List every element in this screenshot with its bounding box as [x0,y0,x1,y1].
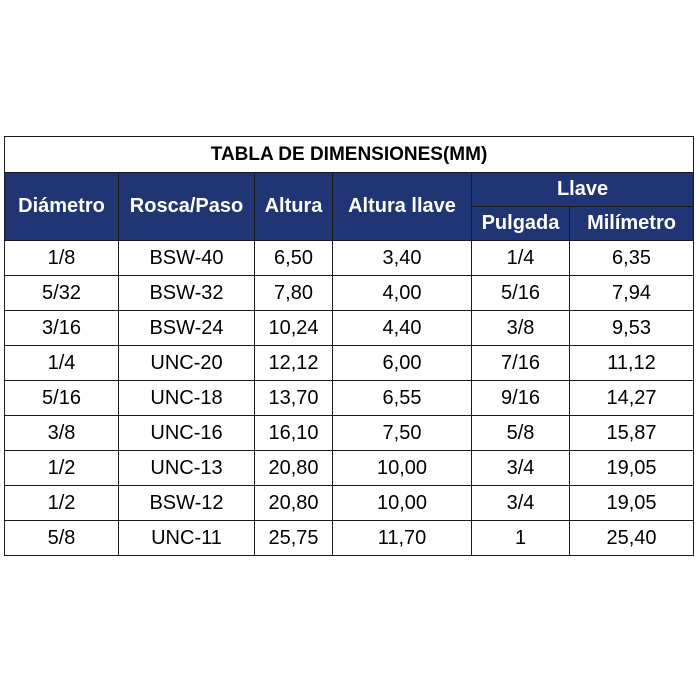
cell-diametro: 5/16 [5,381,119,416]
table-row [5,276,694,311]
cell-diametro: 5/8 [5,521,119,556]
cell-altura: 10,24 [255,311,333,346]
cell-rosca-paso: UNC-13 [119,451,255,486]
cell-altura-llave: 4,00 [333,276,472,311]
cell-pulgada: 1 [472,521,570,556]
cell-rosca-paso: BSW-32 [119,276,255,311]
cell-rosca-paso: UNC-18 [119,381,255,416]
cell-altura: 20,80 [255,486,333,521]
cell-milimetro: 9,53 [570,311,694,346]
cell-rosca-paso: BSW-40 [119,241,255,276]
cell-altura-llave: 6,55 [333,381,472,416]
cell-altura-llave: 4,40 [333,311,472,346]
cell-altura: 7,80 [255,276,333,311]
cell-milimetro: 14,27 [570,381,694,416]
cell-altura-llave: 3,40 [333,241,472,276]
header-pulgada: Pulgada [472,207,570,241]
header-milimetro: Milímetro [570,207,694,241]
table-row [5,416,694,451]
cell-diametro: 3/16 [5,311,119,346]
table-row [5,486,694,521]
cell-pulgada: 9/16 [472,381,570,416]
cell-rosca-paso: UNC-16 [119,416,255,451]
dimensions-table [4,136,694,556]
cell-altura: 16,10 [255,416,333,451]
cell-diametro: 3/8 [5,416,119,451]
table-row [5,346,694,381]
cell-milimetro: 19,05 [570,451,694,486]
cell-milimetro: 25,40 [570,521,694,556]
table-row [5,311,694,346]
header-altura-llave: Altura llave [333,173,472,241]
cell-rosca-paso: UNC-20 [119,346,255,381]
cell-milimetro: 11,12 [570,346,694,381]
cell-diametro: 1/4 [5,346,119,381]
title-row [5,137,694,173]
cell-altura-llave: 10,00 [333,451,472,486]
cell-altura: 20,80 [255,451,333,486]
header-diametro: Diámetro [5,173,119,241]
cell-pulgada: 3/4 [472,486,570,521]
cell-altura-llave: 7,50 [333,416,472,451]
header-rosca-paso: Rosca/Paso [119,173,255,241]
header-altura: Altura [255,173,333,241]
cell-pulgada: 7/16 [472,346,570,381]
cell-rosca-paso: UNC-11 [119,521,255,556]
table-row [5,451,694,486]
cell-milimetro: 6,35 [570,241,694,276]
header-llave: Llave [472,173,694,207]
cell-milimetro: 19,05 [570,486,694,521]
cell-diametro: 1/8 [5,241,119,276]
cell-pulgada: 5/8 [472,416,570,451]
cell-diametro: 1/2 [5,486,119,521]
cell-altura: 25,75 [255,521,333,556]
cell-milimetro: 15,87 [570,416,694,451]
table-row [5,381,694,416]
header-row [5,173,694,207]
cell-altura: 12,12 [255,346,333,381]
cell-diametro: 5/32 [5,276,119,311]
table-row [5,521,694,556]
cell-milimetro: 7,94 [570,276,694,311]
cell-rosca-paso: BSW-12 [119,486,255,521]
cell-pulgada: 1/4 [472,241,570,276]
cell-pulgada: 3/4 [472,451,570,486]
cell-altura-llave: 6,00 [333,346,472,381]
table-title: TABLA DE DIMENSIONES(MM) [5,137,694,173]
cell-altura-llave: 11,70 [333,521,472,556]
cell-altura: 13,70 [255,381,333,416]
table-row [5,241,694,276]
cell-altura: 6,50 [255,241,333,276]
cell-altura-llave: 10,00 [333,486,472,521]
cell-pulgada: 5/16 [472,276,570,311]
cell-pulgada: 3/8 [472,311,570,346]
cell-diametro: 1/2 [5,451,119,486]
cell-rosca-paso: BSW-24 [119,311,255,346]
